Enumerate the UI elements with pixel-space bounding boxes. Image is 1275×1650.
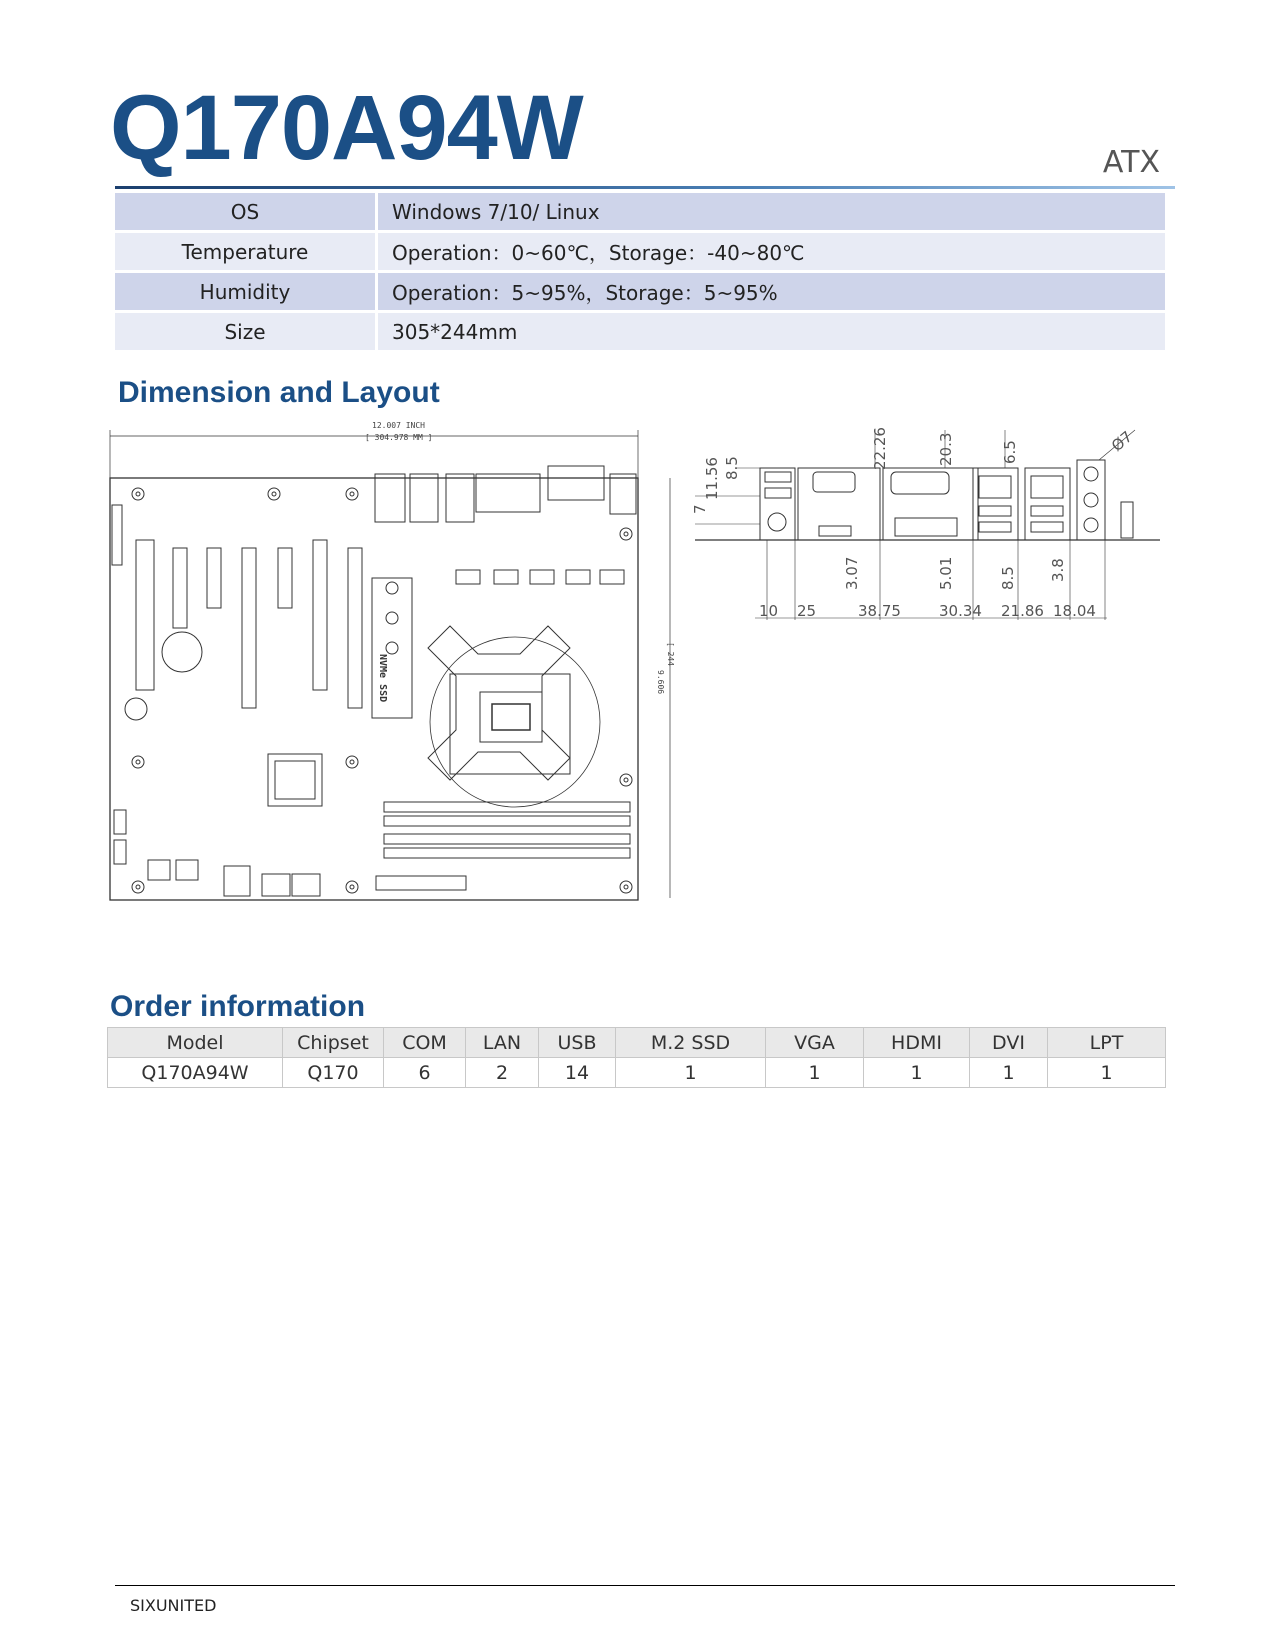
dim-width-mm: [ 304.978 MM ] — [365, 433, 433, 442]
order-header: LPT — [1048, 1028, 1166, 1058]
io-dim-14: 38.75 — [858, 602, 901, 620]
order-header-row — [108, 1028, 1166, 1058]
io-dim-17: 18.04 — [1053, 602, 1096, 620]
spec-value: Operation：0~60℃，Storage：-40~80℃ — [378, 233, 1165, 270]
io-dim-12: 10 — [759, 602, 779, 620]
order-cell: Q170A94W — [108, 1058, 283, 1088]
order-cell: Q170 — [283, 1058, 384, 1088]
order-header: Model — [108, 1028, 283, 1058]
io-dim-6: 6.5 — [1001, 440, 1019, 464]
spec-label: Temperature — [115, 233, 378, 270]
io-dim-11: 3.8 — [1049, 558, 1067, 582]
order-header: LAN — [466, 1028, 539, 1058]
spec-value: 305*244mm — [378, 313, 1165, 350]
dim-width-inch: 12.007 INCH — [372, 421, 425, 430]
spec-label: OS — [115, 193, 378, 230]
io-dim-9: 5.01 — [937, 556, 955, 590]
section-title-order: Order information — [110, 990, 366, 1023]
order-header: HDMI — [864, 1028, 970, 1058]
io-dim-15: 30.34 — [939, 602, 982, 620]
order-header: VGA — [766, 1028, 864, 1058]
spec-row-temperature — [115, 233, 1165, 270]
io-dim-3: 8.5 — [723, 456, 741, 480]
io-dim-13: 25 — [797, 602, 817, 620]
spec-table — [115, 190, 1165, 353]
nvme-ssd-label: NVMe SSD — [377, 654, 388, 703]
io-dim-16: 21.86 — [1001, 602, 1044, 620]
rear-io-diagram — [691, 427, 1165, 630]
io-dim-5: 20.3 — [937, 432, 955, 466]
spec-value: Operation：5~95%，Storage：5~95% — [378, 273, 1165, 310]
spec-label: Size — [115, 313, 378, 350]
spec-value: Windows 7/10/ Linux — [378, 193, 1165, 230]
order-header: COM — [384, 1028, 466, 1058]
order-cell: 1 — [766, 1058, 864, 1088]
order-data-row — [108, 1058, 1166, 1088]
order-cell: 14 — [539, 1058, 616, 1088]
order-cell: 6 — [384, 1058, 466, 1088]
spec-label: Humidity — [115, 273, 378, 310]
dim-height-mm: [ 244 — [666, 642, 675, 667]
io-dim-10: 8.5 — [999, 566, 1017, 590]
order-header: DVI — [970, 1028, 1048, 1058]
order-header: Chipset — [283, 1028, 384, 1058]
order-header: M.2 SSD — [616, 1028, 766, 1058]
footer-brand: SIXUNITED — [130, 1596, 217, 1615]
title-divider — [115, 186, 1175, 189]
order-cell: 1 — [616, 1058, 766, 1088]
io-dim-4: 22.26 — [871, 427, 889, 470]
board-layout-diagram — [110, 421, 680, 910]
order-cell: 2 — [466, 1058, 539, 1088]
footer-divider — [115, 1585, 1175, 1586]
spec-row-humidity — [115, 273, 1165, 310]
io-dim-2: 11.56 — [703, 457, 721, 500]
io-dim-7: Ø7 — [1108, 427, 1136, 456]
order-cell: 1 — [1048, 1058, 1166, 1088]
order-cell: 1 — [864, 1058, 970, 1088]
order-table — [107, 1027, 1166, 1088]
form-factor: ATX — [1102, 145, 1160, 180]
order-cell: 1 — [970, 1058, 1048, 1088]
section-title-layout: Dimension and Layout — [118, 376, 440, 409]
io-dim-1: 7 — [691, 504, 709, 514]
spec-row-size — [115, 313, 1165, 350]
order-header: USB — [539, 1028, 616, 1058]
product-title: Q170A94W — [110, 77, 583, 179]
spec-row-os — [115, 193, 1165, 230]
io-dim-8: 3.07 — [843, 556, 861, 590]
dim-height-inch: 9.606 — [656, 670, 665, 695]
